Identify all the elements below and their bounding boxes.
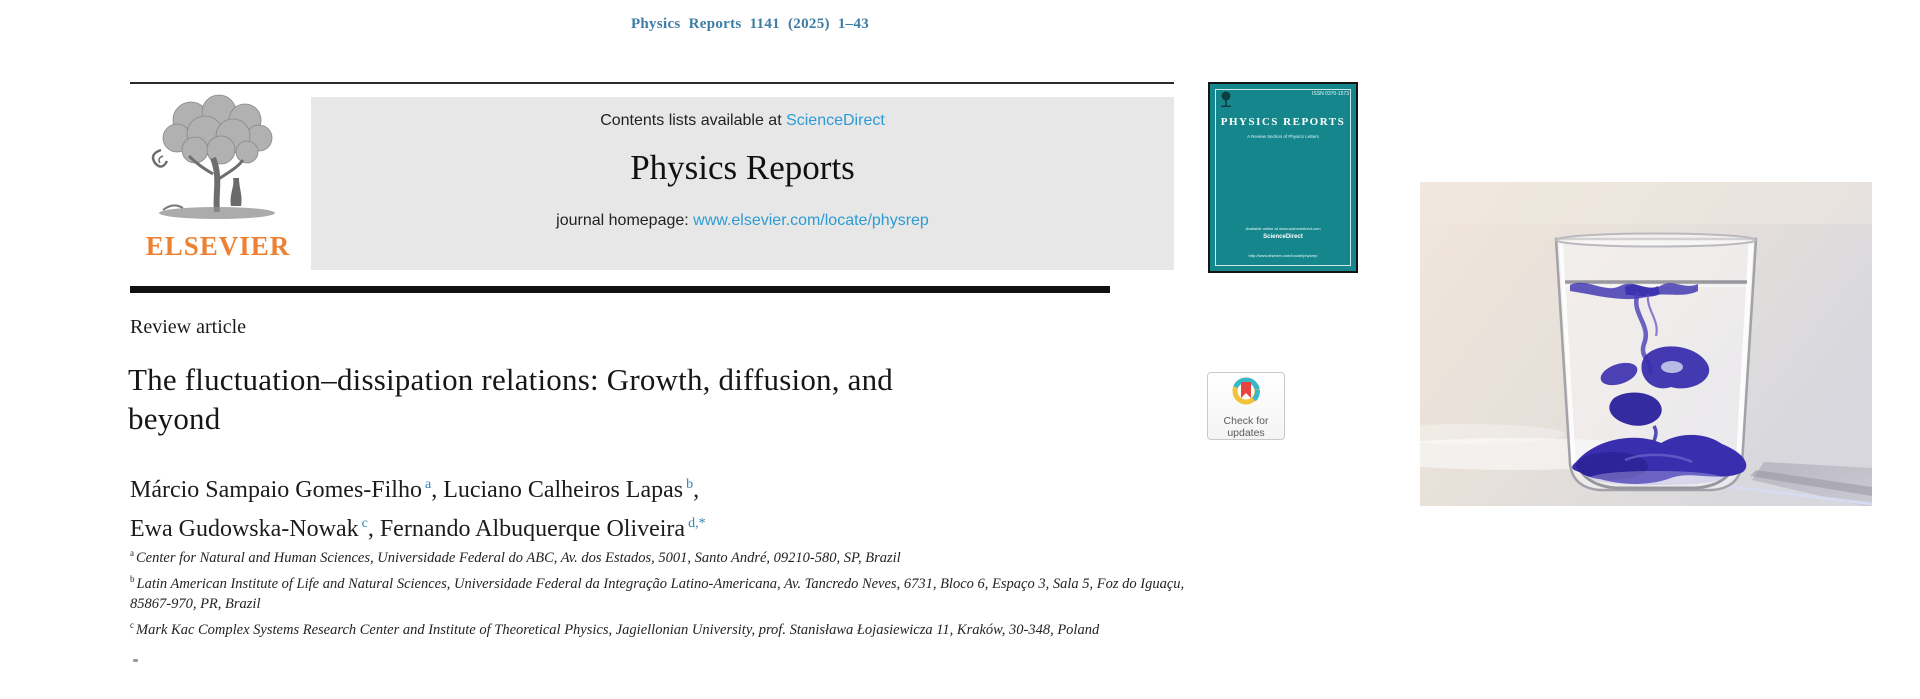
contents-line [311, 112, 1174, 130]
elsevier-logo[interactable] [126, 94, 310, 272]
homepage-url-link[interactable]: www.elsevier.com/locate/physrep [693, 212, 929, 229]
author-name[interactable]: Luciano Calheiros Lapas [443, 477, 684, 503]
cover-issn: ISSN 0370-1573 [1312, 91, 1349, 97]
homepage-label: journal homepage: [556, 212, 694, 229]
article-title-line1: The fluctuation–dissipation relations: Growth, diffusion, and [128, 362, 893, 397]
elsevier-wordmark: ELSEVIER [145, 231, 291, 261]
journal-cover-thumbnail[interactable] [1208, 82, 1358, 273]
author-list [130, 468, 1090, 546]
cover-available-online: Available online at www.sciencedirect.com [1245, 226, 1321, 231]
journal-reference-link[interactable]: Physics Reports 1141 (2025) 1–43 [630, 16, 870, 32]
authors-line2: Ewa Gudowska-Nowak $^c$, Fernando Albuquerque Oliveira $^{d,*}$ [130, 516, 706, 542]
affiliation-c: $^c$ Mark Kac Complex Systems Research Center and Institute of Theoretical Physics, Jagiellonian University, prof. Stanisława Łojasiewicza 11, Kraków, 30-348, Poland [130, 619, 1100, 638]
homepage-line [311, 212, 1174, 230]
author-name[interactable]: Márcio Sampaio Gomes-Filho [130, 477, 422, 503]
check-for-updates-icon [1228, 376, 1264, 410]
affiliations [130, 543, 1192, 640]
ink-diffusion-illustration [1420, 182, 1872, 506]
author-name[interactable]: Fernando Albuquerque Oliveira [379, 516, 686, 542]
cover-sciencedirect: ScienceDirect [1263, 234, 1303, 240]
elsevier-tree-icon [139, 94, 297, 224]
journal-banner [311, 97, 1174, 270]
affiliation-d-cutoff-mark [133, 659, 138, 662]
contents-text: Contents lists available at [600, 112, 787, 129]
article-type-label: Review article [130, 316, 247, 338]
cover-elsevier-tree-icon [1219, 91, 1233, 108]
author-affil-sup[interactable]: b [686, 477, 694, 492]
article-title-line2: beyond [128, 401, 221, 436]
cover-title: PHYSICS REPORTS [1220, 116, 1346, 128]
article-title [128, 360, 1068, 438]
affiliation-b: $^b$ Latin American Institute of Life and Natural Sciences, Universidade Federal da Integração Latino-Americana, Av. Tancredo Neves, 6731, Bloco 6, Espaço 3, Sala 5, Foz do Iguaçu, 85867-970, PR, Brazil [130, 573, 1185, 612]
author-affil-sup[interactable]: d,* [688, 516, 706, 531]
affiliation-a: $^a$ Center for Natural and Human Sciences, Universidade Federal do ABC, Av. dos Estados, 5001, Santo André, 09210-580, SP, Brazil [130, 548, 901, 566]
check-for-updates-label: Check for updates [1223, 415, 1269, 439]
title-separator-bar [130, 286, 1110, 293]
author-affil-sup[interactable]: a [424, 477, 432, 492]
banner-journal-title: Physics Reports [630, 148, 855, 187]
author-name[interactable]: Ewa Gudowska-Nowak [130, 516, 359, 542]
cover-subtitle: A Review Section of Physics Letters [1247, 134, 1319, 139]
header-rule [130, 82, 1174, 84]
ink-in-water-photo [1420, 182, 1872, 506]
cover-url: http://www.elsevier.com/locate/physrep [1248, 253, 1318, 258]
check-for-updates-badge[interactable] [1207, 372, 1285, 440]
sciencedirect-link[interactable]: ScienceDirect [786, 112, 885, 129]
authors-line1: Márcio Sampaio Gomes-Filho $^a$, Luciano Calheiros Lapas $^b$, [130, 477, 700, 503]
author-affil-sup[interactable]: c [361, 516, 368, 531]
